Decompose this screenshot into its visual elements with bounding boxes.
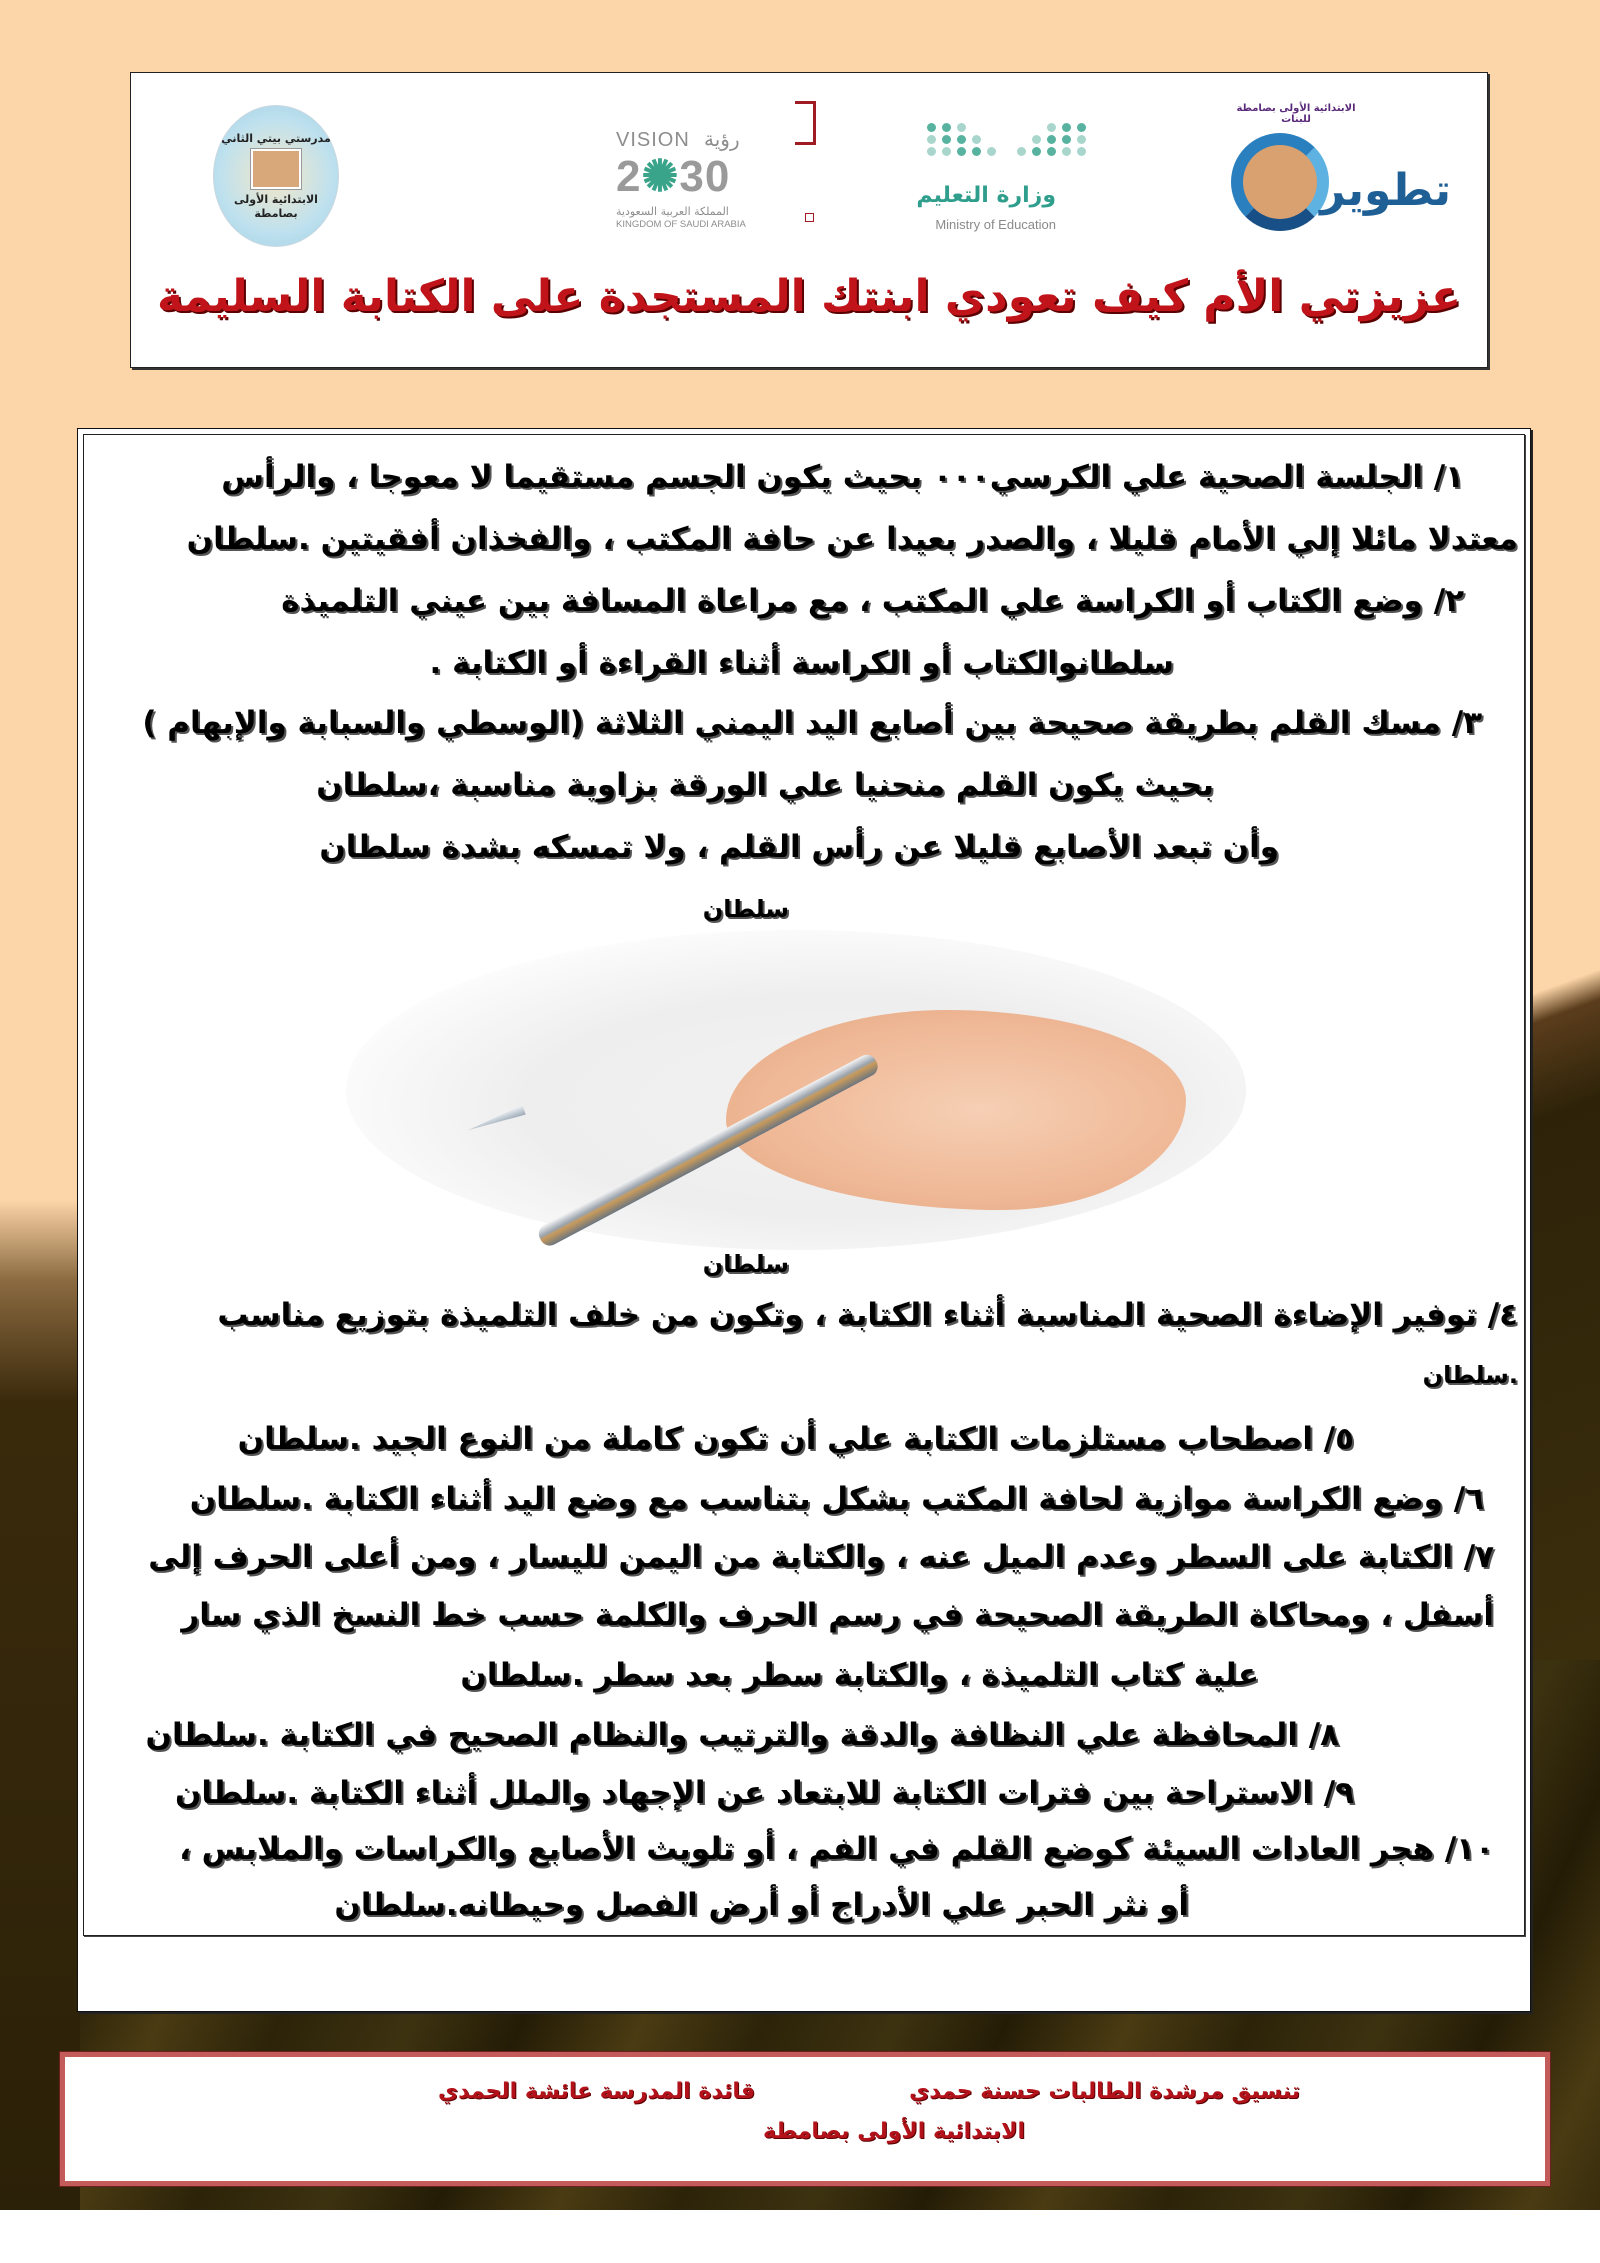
content-inner-frame [83,434,1525,1936]
tip-1-line-1: ١/ الجلسة الصحية علي الكرسي٠٠٠ بحيث يكون الجسم مستقيما لا معوجا ، والرأس [221,459,1464,495]
tip-7-line-3: علية كتاب التلميذة ، والكتابة سطر بعد سطر .سلطان [460,1657,1259,1693]
tip-1-line-2: معتدلا مائلا إلي الأمام قليلا ، والصدر بعيدا عن حافة المكتب ، والفخذان أفقيتين .سلطان [186,521,1518,557]
school-name: الابتدائية الأولى بصامطة [762,2119,1025,2144]
school-logo-top-text: مدرستي بيتي الثاني [221,132,331,146]
vision-word-en: VISION [616,129,690,151]
vision-kingdom-ar: المملكة العربية السعودية [616,205,729,218]
header-panel [130,72,1488,368]
tip-3-line-1: ٣/ مسك القلم بطريقة صحيحة بين أصابع اليد اليمني الثلاثة (الوسطي والسبابة والإبهام ) [142,705,1482,741]
vision-emblem-icon: ✺ [641,152,680,201]
vision-year-right: 30 [679,152,731,201]
ministry-dots-icon [927,123,1071,156]
tip-7-line-1: ٧/ الكتابة على السطر وعدم الميل عنه ، والكتابة من اليمن لليسار ، ومن أعلى الحرف إلى [148,1539,1494,1575]
tip-4-line-1: ٤/ توفير الإضاءة الصحية المناسبة أثناء الكتابة ، وتكون من خلف التلميذة بتوزيع مناسب [217,1297,1518,1333]
vision-bracket-icon [795,101,816,145]
tip-2-line-2: سلطانوالكتاب أو الكراسة أثناء القراءة أو الكتابة . [429,645,1174,681]
pen-tip-shape [466,1105,526,1135]
tip-6: ٦/ وضع الكراسة موازية لحافة المكتب بشكل بتناسب مع وضع اليد أثناء الكتابة .سلطان [189,1481,1484,1517]
coordinator-credit: تنسيق مرشدة الطالبات حسنة حمدي [909,2079,1300,2104]
vision-year [616,151,730,202]
vision-word-ar: رؤية [704,127,740,151]
tatweer-arc-text: الابتدائية الأولى بصامطة للبنات [1236,103,1356,125]
footer-panel [60,2052,1550,2186]
vision-year-left: 2 [616,152,642,201]
vision-kingdom-en: KINGDOM OF SAUDI ARABIA [616,219,746,230]
tip-2-line-1: ٢/ وضع الكتاب أو الكراسة علي المكتب ، مع مراعاة المسافة بين عيني التلميذة [281,583,1464,619]
tip-7-line-2: أسفل ، ومحاكاة الطريقة الصحيحة في رسم الحرف والكلمة حسب خط النسخ الذي سار [181,1597,1494,1633]
tatweer-ring-icon [1231,133,1329,231]
tip-3-line-3: وأن تبعد الأصابع قليلا عن رأس القلم ، ولا تمسكه بشدة سلطان [319,829,1279,865]
principal-credit: قائدة المدرسة عائشة الحمدي [437,2079,755,2104]
hand-holding-pen-image [346,930,1246,1250]
vision-square-icon [805,213,814,222]
tip-10-line-2: أو نثر الحبر علي الأدراج أو أرض الفصل وحيطانه.سلطان [334,1887,1189,1923]
tip-8: ٨/ المحافظة علي النظافة والدقة والترتيب والنظام الصحيح في الكتابة .سلطان [145,1717,1339,1753]
school-logo [213,105,339,247]
tip-3-line-2: بحيث يكون القلم منحنيا علي الورقة بزاوية مناسبة ،سلطان [316,767,1214,803]
tatweer-word: تطوير [1320,165,1451,216]
signature: سلطان [702,895,789,923]
school-logo-bottom-text: الابتدائية الأولى بصامطة [234,193,318,220]
signature: سلطان [702,1250,789,1278]
tatweer-logo [1211,103,1451,233]
ministry-of-education-logo [891,123,1071,243]
vision-2030-logo [616,101,816,231]
tip-10-line-1: ١٠/ هجر العادات السيئة كوضع القلم في الفم ، أو تلويث الأصابع والكراسات والملابس ، [179,1831,1494,1867]
page-title: عزيزتي الأم كيف تعودي ابنتك المستجدة على الكتابة السليمة [156,271,1462,322]
content-panel [77,428,1531,2012]
tip-4-line-2: .سلطان [1422,1361,1518,1389]
ministry-name-en: Ministry of Education [935,217,1056,232]
tip-9: ٩/ الاستراحة بين فترات الكتابة للابتعاد عن الإجهاد والملل أثناء الكتابة .سلطان [174,1775,1354,1811]
ministry-name-ar: وزارة التعليم [916,183,1056,208]
school-logo-photo [251,149,301,189]
tip-5: ٥/ اصطحاب مستلزمات الكتابة علي أن تكون كاملة من النوع الجيد .سلطان [237,1421,1354,1457]
